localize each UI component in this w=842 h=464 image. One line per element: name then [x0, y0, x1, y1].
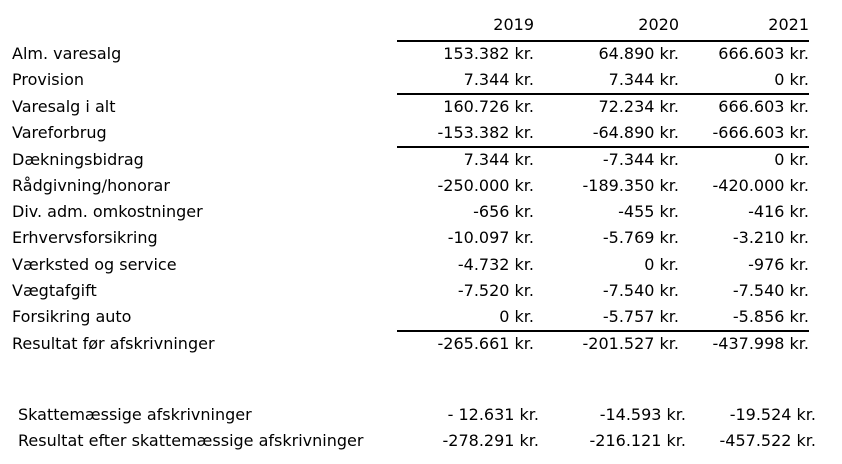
table-row — [0, 225, 842, 251]
table-row — [0, 252, 842, 278]
row-label: Forsikring auto — [12, 307, 132, 326]
table-row — [0, 331, 842, 357]
row-label: Provision — [12, 70, 85, 89]
value-2019: -10.097 kr. — [447, 228, 534, 247]
table-row — [0, 120, 842, 146]
value-2021: -457.522 kr. — [719, 431, 816, 450]
row-label: Værksted og service — [12, 255, 177, 274]
table-row — [0, 41, 842, 67]
value-2019: -265.661 kr. — [437, 334, 534, 353]
value-2020: -5.769 kr. — [602, 228, 679, 247]
value-2020: -455 kr. — [618, 202, 679, 221]
row-label: Rådgivning/honorar — [12, 176, 170, 195]
value-2021: 0 kr. — [774, 70, 809, 89]
row-label: Div. adm. omkostninger — [12, 202, 203, 221]
value-2020: -7.344 kr. — [602, 150, 679, 169]
value-2019: -656 kr. — [473, 202, 534, 221]
year-header-2019: 2019 — [493, 15, 534, 34]
value-2020: -7.540 kr. — [602, 281, 679, 300]
value-2019: 7.344 kr. — [463, 70, 534, 89]
tax-row — [0, 428, 842, 454]
value-2019: 153.382 kr. — [443, 44, 534, 63]
value-2020: -189.350 kr. — [582, 176, 679, 195]
value-2021: -7.540 kr. — [732, 281, 809, 300]
value-2021: -420.000 kr. — [712, 176, 809, 195]
value-2019: 7.344 kr. — [463, 150, 534, 169]
value-2021: -976 kr. — [748, 255, 809, 274]
row-label: Resultat før afskrivninger — [12, 334, 215, 353]
row-label: Skattemæssige afskrivninger — [18, 405, 252, 424]
value-2020: -216.121 kr. — [589, 431, 686, 450]
value-2020: -5.757 kr. — [602, 307, 679, 326]
row-label: Vareforbrug — [12, 123, 107, 142]
year-header-2020: 2020 — [638, 15, 679, 34]
value-2020: -14.593 kr. — [599, 405, 686, 424]
row-label: Dækningsbidrag — [12, 150, 144, 169]
value-2019: 160.726 kr. — [443, 97, 534, 116]
table-row — [0, 94, 842, 120]
value-2021: -19.524 kr. — [729, 405, 816, 424]
value-2020: -64.890 kr. — [592, 123, 679, 142]
table-row — [0, 173, 842, 199]
tax-row — [0, 402, 842, 428]
table-row — [0, 304, 842, 330]
value-2021: -416 kr. — [748, 202, 809, 221]
year-header-2021: 2021 — [768, 15, 809, 34]
value-2020: 64.890 kr. — [598, 44, 679, 63]
table-row — [0, 147, 842, 173]
value-2021: 666.603 kr. — [718, 44, 809, 63]
value-2020: -201.527 kr. — [582, 334, 679, 353]
value-2020: 0 kr. — [644, 255, 679, 274]
value-2020: 72.234 kr. — [598, 97, 679, 116]
row-label: Erhvervsforsikring — [12, 228, 158, 247]
value-2020: 7.344 kr. — [608, 70, 679, 89]
value-2021: 666.603 kr. — [718, 97, 809, 116]
table-row — [0, 67, 842, 93]
value-2019: -153.382 kr. — [437, 123, 534, 142]
row-label: Resultat efter skattemæssige afskrivninger — [18, 431, 364, 450]
value-2019: 0 kr. — [499, 307, 534, 326]
row-label: Alm. varesalg — [12, 44, 122, 63]
value-2021: -5.856 kr. — [732, 307, 809, 326]
value-2019: -7.520 kr. — [457, 281, 534, 300]
table-row — [0, 199, 842, 225]
value-2019: -4.732 kr. — [457, 255, 534, 274]
value-2021: -437.998 kr. — [712, 334, 809, 353]
value-2019: -250.000 kr. — [437, 176, 534, 195]
value-2021: -3.210 kr. — [732, 228, 809, 247]
row-label: Varesalg i alt — [12, 97, 116, 116]
value-2019: -278.291 kr. — [442, 431, 539, 450]
table-row — [0, 278, 842, 304]
value-2021: 0 kr. — [774, 150, 809, 169]
value-2021: -666.603 kr. — [712, 123, 809, 142]
value-2019: - 12.631 kr. — [447, 405, 539, 424]
row-label: Vægtafgift — [12, 281, 97, 300]
